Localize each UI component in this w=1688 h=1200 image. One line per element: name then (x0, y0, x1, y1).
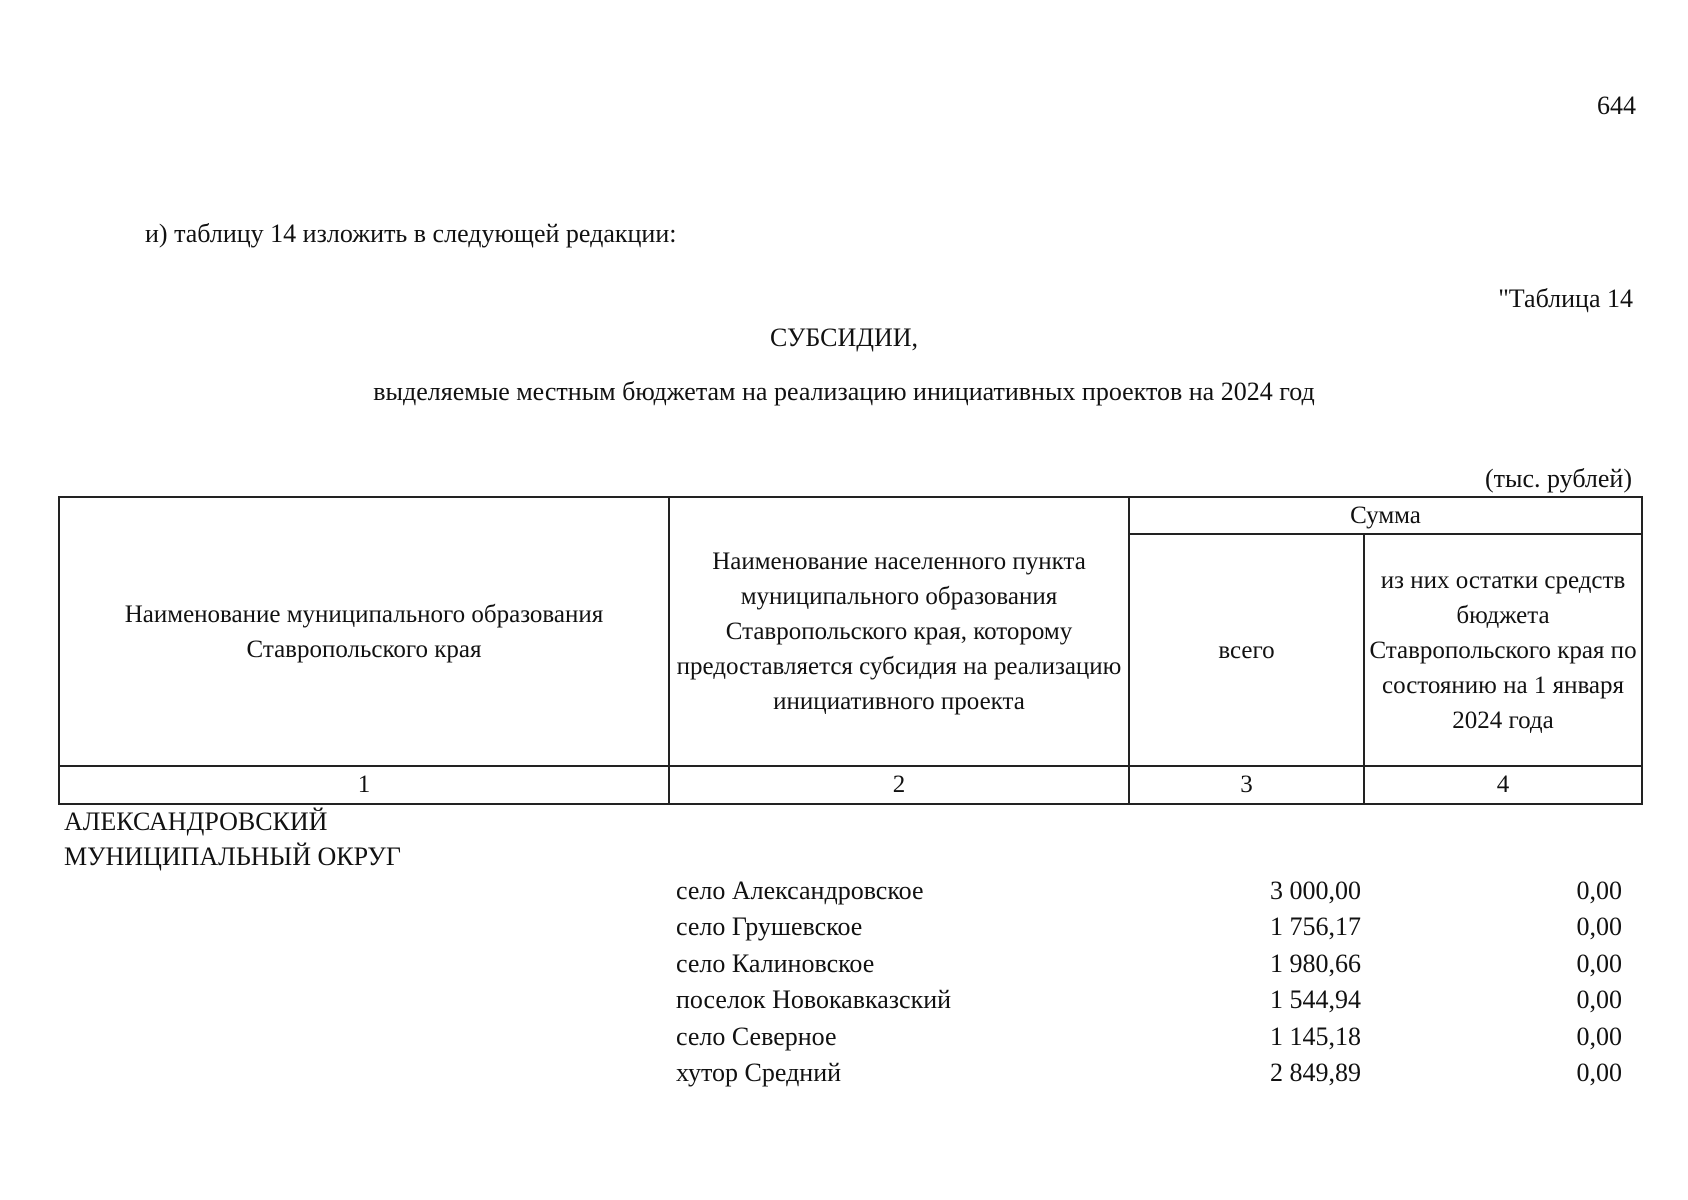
subsidies-table-header (58, 496, 1643, 805)
settlement-name: поселок Новокавказский (676, 985, 952, 1015)
table-row (0, 1019, 1688, 1055)
settlement-name: хутор Средний (676, 1057, 842, 1087)
table-reference: "Таблица 14 (1498, 284, 1633, 313)
settlement-name: село Грушевское (676, 912, 863, 942)
total-amount: 1 145,18 (1270, 1021, 1361, 1051)
table-row (0, 982, 1688, 1018)
header-municipality: Наименование муниципального образования Ставропольского края (59, 497, 669, 766)
document-subtitle: выделяемые местным бюджетам на реализацию инициативных проектов на 2024 год (373, 377, 1315, 406)
total-amount: 2 849,89 (1270, 1057, 1361, 1087)
table-row (0, 946, 1688, 982)
header-sum: Сумма (1129, 497, 1642, 534)
remaining-amount: 0,00 (1576, 1021, 1622, 1051)
municipality-group (64, 804, 401, 874)
header-total: всего (1129, 534, 1364, 766)
intro-text: и) таблицу 14 изложить в следующей редакции: (145, 219, 677, 248)
column-number: 4 (1364, 766, 1642, 804)
remaining-amount: 0,00 (1576, 985, 1622, 1015)
total-amount: 1 980,66 (1270, 948, 1361, 978)
units-label: (тыс. рублей) (1484, 464, 1632, 493)
header-settlement: Наименование населенного пункта муниципального образования Ставропольского края, которому предоставляется субсидия на реализацию инициативного проекта (669, 497, 1129, 766)
document-title: СУБСИДИИ, (769, 323, 919, 352)
remaining-amount: 0,00 (1576, 1057, 1622, 1087)
table-row (0, 873, 1688, 909)
column-number: 2 (669, 766, 1129, 804)
column-number: 3 (1129, 766, 1364, 804)
settlement-rows (0, 873, 1688, 1091)
total-amount: 1 544,94 (1270, 985, 1361, 1015)
remaining-amount: 0,00 (1576, 912, 1622, 942)
header-remaining: из них остатки средств бюджета Ставропольского края по состоянию на 1 января 2024 года (1364, 534, 1642, 766)
settlement-name: село Калиновское (676, 948, 875, 978)
column-number: 1 (59, 766, 669, 804)
remaining-amount: 0,00 (1576, 876, 1622, 905)
page-number: 644 (1597, 91, 1636, 120)
municipality-name-line: МУНИЦИПАЛЬНЫЙ ОКРУГ (64, 842, 401, 871)
municipality-name-line: АЛЕКСАНДРОВСКИЙ (64, 807, 328, 836)
remaining-amount: 0,00 (1576, 948, 1622, 978)
total-amount: 1 756,17 (1270, 912, 1361, 942)
settlement-name: село Александровское (676, 876, 924, 905)
table-row (0, 1055, 1688, 1091)
settlement-name: село Северное (676, 1021, 837, 1051)
total-amount: 3 000,00 (1270, 876, 1361, 905)
table-row (0, 909, 1688, 945)
